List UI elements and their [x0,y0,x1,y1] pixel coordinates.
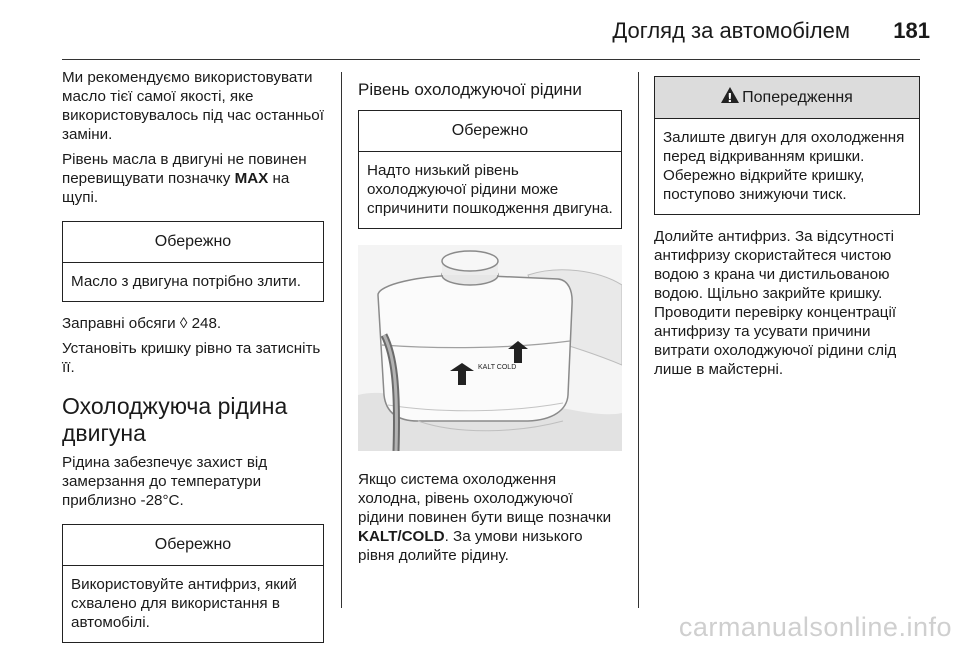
caution-title: Обережно [63,222,323,263]
warning-triangle-icon [721,87,739,103]
paragraph-coolant-protection: Рідина забезпечує захист від замерзання до температури приблизно -28°C. [62,454,268,509]
page-number: 181 [893,18,930,43]
kalt-cold-mark: KALT COLD [478,364,517,371]
paragraph-oil-level: Рівень масла в двигуні не повинен перевищувати позначку MAX на щупі. [62,151,307,206]
caution-box-coolant [358,110,622,229]
page-reference-icon: ◊ [179,315,188,332]
kalt-cold-label: KALT/COLD [358,528,445,545]
caution-title: Обережно [63,525,323,566]
watermark: carmanualsonline.info [678,612,952,642]
caution-text: Використовуйте антифриз, який схвалено для використання в автомобілі. [71,576,297,631]
caution-box-oil [62,221,324,302]
paragraph-cold-level: Якщо система охолодження холодна, рівень охолоджуючої рідини повинен бути вище позначки KALT/COLD. За умови низького рівня долийте рідину. [358,471,612,564]
column-2 [358,68,622,571]
paragraph-oil-quality: Ми рекомендуємо використовувати масло тієї самої якості, яке використовувалось під час останньої заміни. [62,69,324,143]
column-divider-2 [638,72,639,608]
warning-box-hot-coolant [654,76,920,215]
caution-text: Надто низький рівень охолоджуючої рідини може спричинити пошкодження двигуна. [367,162,613,217]
caution-text: Масло з двигуна потрібно злити. [71,273,302,290]
section-heading-coolant-level: Рівень охолоджуючої рідини [358,80,582,99]
column-1 [62,68,324,655]
running-header-title: Догляд за автомобілем [612,18,850,43]
coolant-reservoir-illustration [358,245,622,451]
header-rule [62,59,920,60]
section-heading-coolant: Охолоджуюча рідина двигуна [62,393,288,446]
paragraph-topup: Долийте антифриз. За відсутності антифризу скористайтеся чистою водою з крана чи дистильованою водою. Щільно закрийте кришку. Проводити перевірку концентрації антифризу та усувати причини витрати охолоджуючої рідини слід лише в майстерні. [654,228,897,378]
column-divider-1 [341,72,342,608]
column-3 [654,68,920,385]
caution-title: Обережно [359,111,621,152]
warning-text: Залиште двигун для охолодження перед відкриванням кришки. Обережно відкрийте кришку, поступово знижуючи тиск. [663,129,905,203]
paragraph-capacities: Заправні обсяги ◊ 248. [62,315,222,332]
max-mark: MAX [234,170,269,187]
warning-title: !Попередження [655,77,919,119]
paragraph-cap: Установіть кришку рівно та затисніть її. [62,340,321,376]
